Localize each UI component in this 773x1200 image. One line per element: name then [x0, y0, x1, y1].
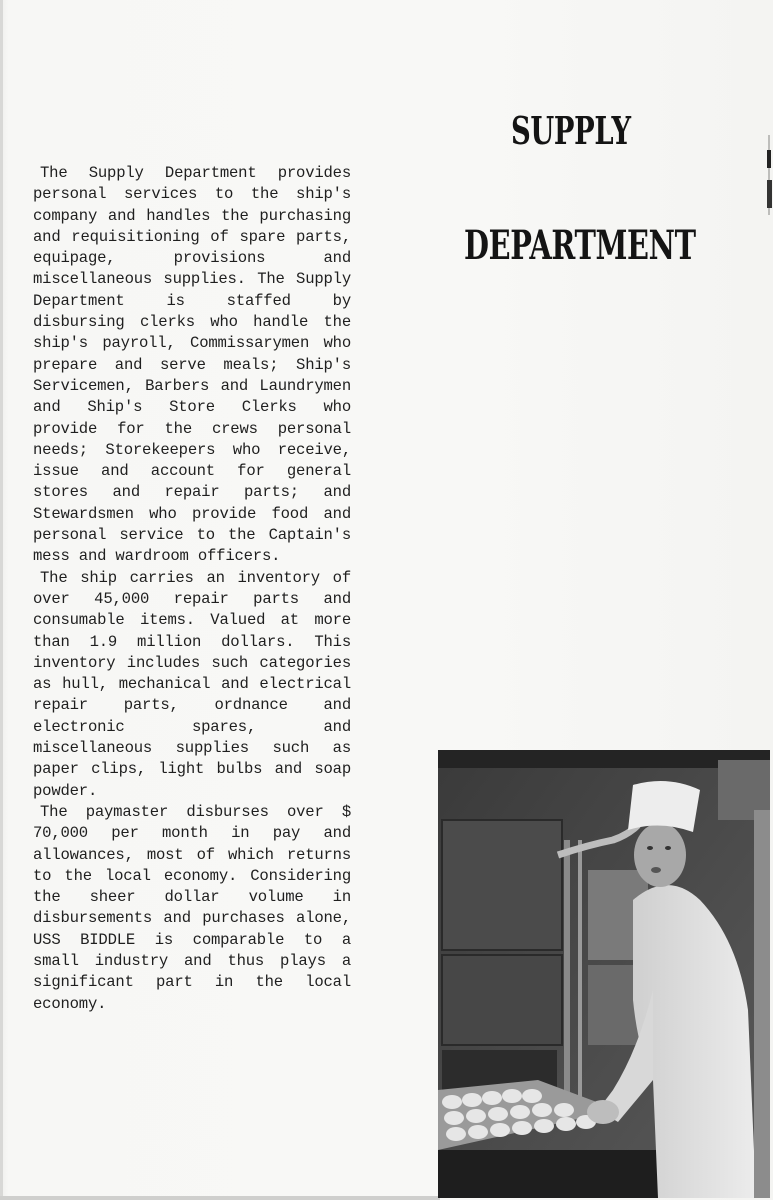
heading-line-2: DEPARTMENT — [464, 222, 696, 269]
binding-staple-icon — [764, 135, 773, 215]
body-text-column — [33, 163, 351, 1015]
heading-line-1: SUPPLY — [511, 108, 631, 153]
photo-illustration — [438, 750, 770, 1198]
paragraph-supply-overview: The Supply Department provides personal services to the ship's company and handles the purchasing and requisitioning of spare parts, equipage, provisions and miscellaneous supplies. The Supply Department is staffed by disbursing clerks who handle the ship's payroll, Commissarymen who prepare and serve meals; Ship's Servicemen, Barbers and Laundrymen and Ship's Store Clerks who provide for the crews personal needs; Storekeepers who receive, issue and account for general stores and repair parts; and Stewardsmen who provide food and personal service to the Captain's mess and wardroom officers. — [33, 164, 351, 566]
paragraph-inventory: The ship carries an inventory of over 45,000 repair parts and consumable items. Valued at more than 1.9 million dollars. This inventory includes such categories as hull, mechanical and electrical repair parts, ordnance and electronic spares, and miscellaneous supplies such as paper clips, light bulbs and soap powder. — [33, 568, 351, 800]
galley-baker-photo — [438, 750, 770, 1198]
paragraph-paymaster: The paymaster disburses over $ 70,000 per month in pay and allowances, most of which returns to the local economy. Considering the sheer dollar volume in disbursements and purchases alone, USS BIDDLE is comparable to a small industry and thus plays a significant part in the local economy. — [33, 802, 351, 1013]
page-left-edge — [0, 0, 3, 1200]
page-bottom-edge — [0, 1196, 440, 1200]
